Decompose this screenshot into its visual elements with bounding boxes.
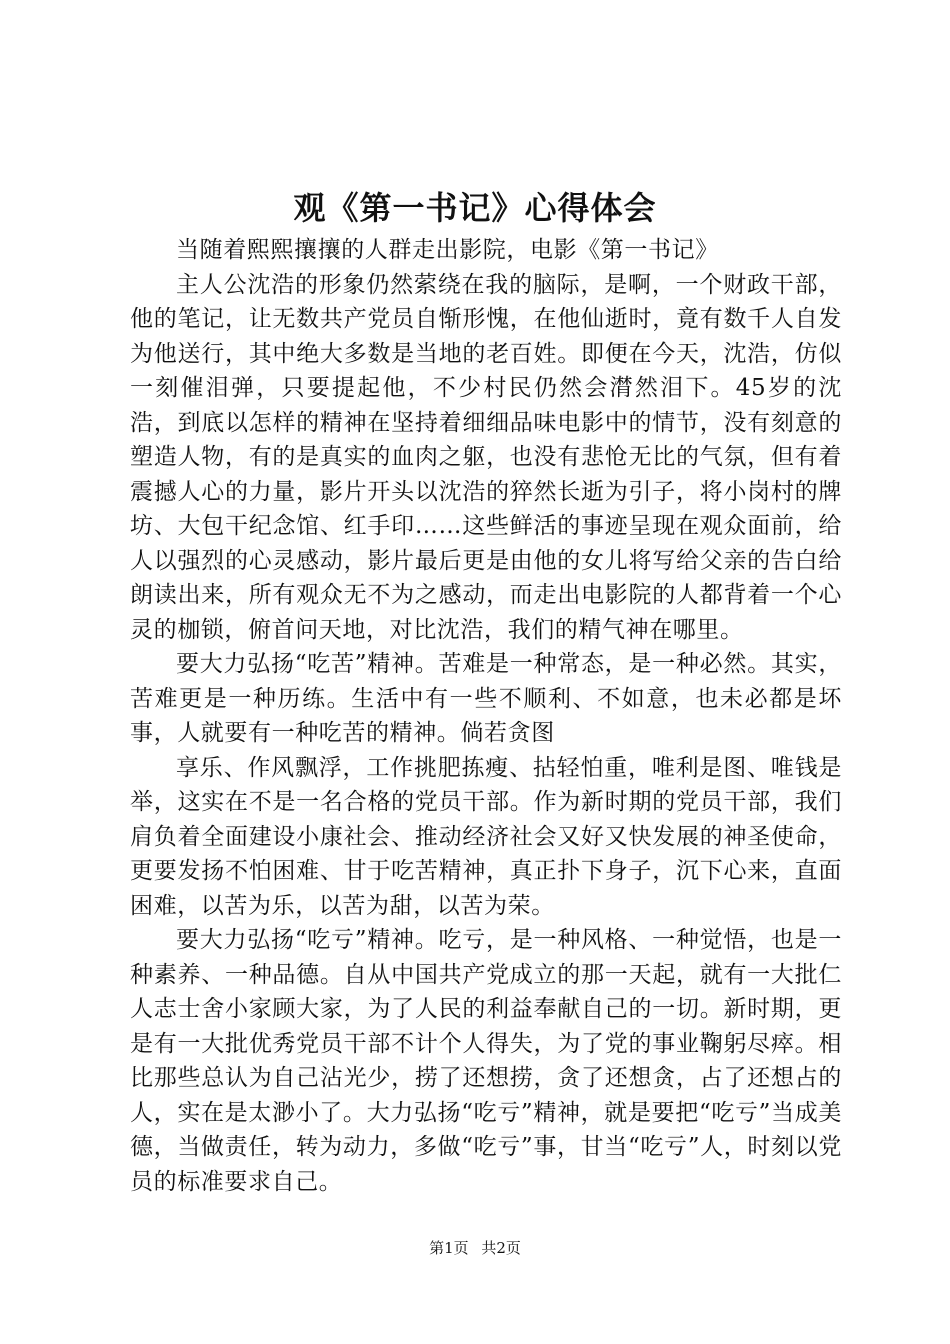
paragraph: 主人公沈浩的形象仍然萦绕在我的脑际，是啊，一个财政干部，他的笔记，让无数共产党员自惭形愧，在他仙逝时，竟有数千人自发为他送行，其中绝大多数是当地的老百姓。即便在今天，沈浩，仿似一刻催泪弹，只要提起他，不少村民仍然会潸然泪下。45岁的沈浩，到底以怎样的精神在坚持着细细品味电影中的情节，没有刻意的塑造人物，有的是真实的血肉之躯，也没有悲怆无比的气氛，但有着震撼人心的力量，影片开头以沈浩的猝然长逝为引子，将小岗村的牌坊、大包干纪念馆、红手印……这些鲜活的事迹呈现在观众面前，给人以强烈的心灵感动，影片最后更是由他的女儿将写给父亲的告白给朗读出来，所有观众无不为之感动，而走出电影院的人都背着一个心灵的枷锁，俯首问天地，对比沈浩，我们的精气神在哪里。 [130,271,842,643]
document-body [130,233,842,1199]
page-number: 第1页 [429,1239,469,1257]
paragraph: 当随着熙熙攘攘的人群走出影院，电影《第一书记》 [176,237,719,263]
page-footer [0,1238,950,1258]
paragraph: 享乐、作风飘浮，工作挑肥拣瘦、拈轻怕重，唯利是图、唯钱是举，这实在不是一名合格的党员干部。作为新时期的党员干部，我们肩负着全面建设小康社会、推动经济社会又好又快发展的神圣使命，更要发扬不怕困难、甘于吃苦精神，真正扑下身子，沉下心来，直面困难，以苦为乐，以苦为甜，以苦为荣。 [130,754,842,919]
page-total: 共2页 [481,1239,521,1257]
document-title: 观《第一书记》心得体会 [293,189,657,227]
paragraph: 要大力弘扬“吃亏”精神。吃亏，是一种风格、一种觉悟，也是一种素养、一种品德。自从中国共产党成立的那一天起，就有一大批仁人志士舍小家顾大家，为了人民的利益奉献自己的一切。新时期，更是有一大批优秀党员干部不计个人得失，为了党的事业鞠躬尽瘁。相比那些总认为自己沾光少，捞了还想捞，贪了还想贪，占了还想占的人，实在是太渺小了。大力弘扬“吃亏”精神，就是要把“吃亏”当成美德，当做责任，转为动力，多做“吃亏”事，甘当“吃亏”人，时刻以党员的标准要求自己。 [130,927,842,1195]
paragraph: 要大力弘扬“吃苦”精神。苦难是一种常态，是一种必然。其实，苦难更是一种历练。生活中有一些不顺利、不如意，也未必都是坏事，人就要有一种吃苦的精神。倘若贪图 [130,651,842,746]
